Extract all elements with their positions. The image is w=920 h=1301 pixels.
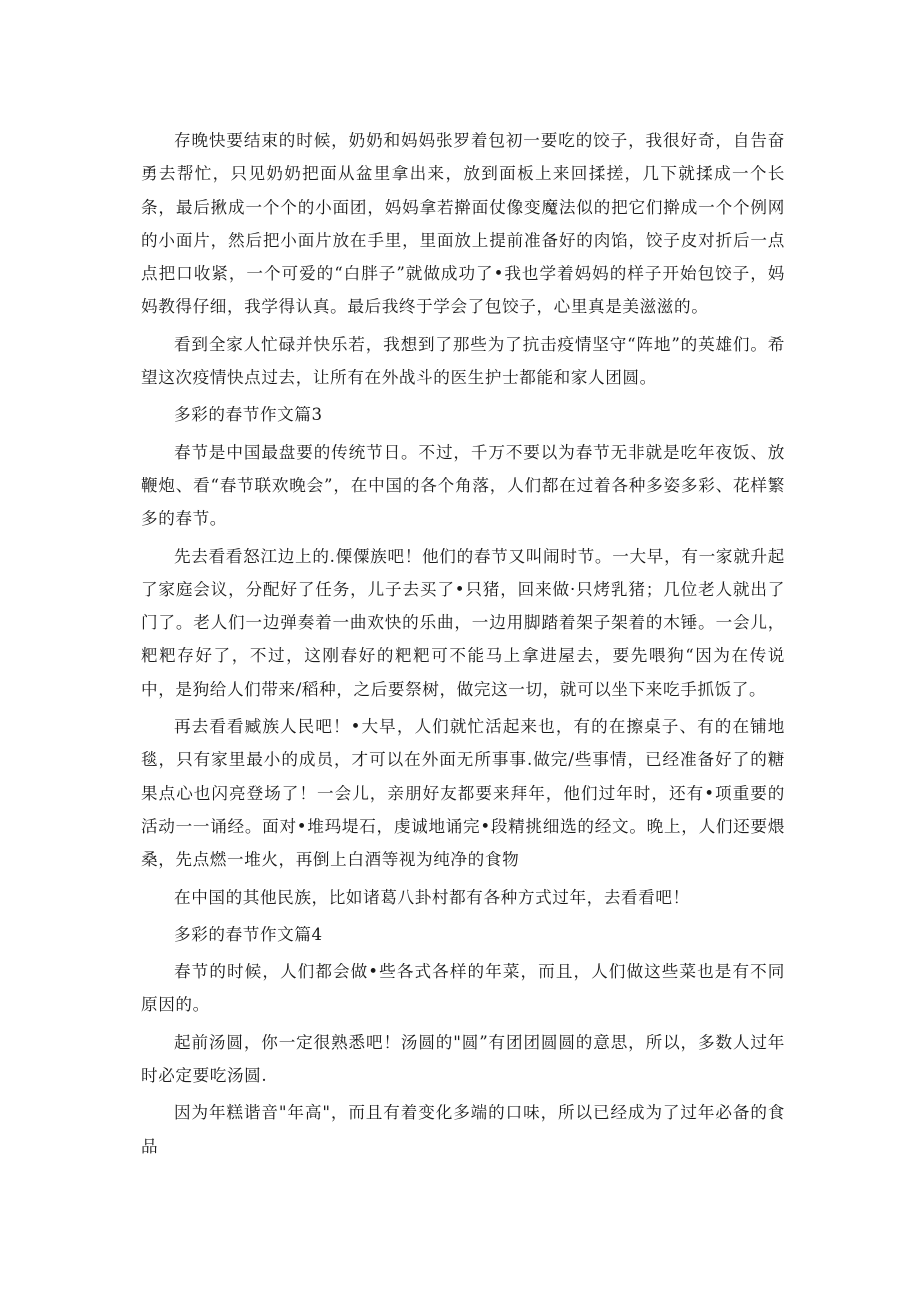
document-body bbox=[141, 124, 785, 1167]
paragraph-dumplings: 存晚快要结束的时候，奶奶和妈妈张罗着包初一要吃的饺子，我很好奇，自告奋勇去帮忙，只见奶奶把面从盆里拿出来，放到面板上来回揉搓，几下就揉成一个长条，最后揪成一个个的小面团，妈妈拿若擀面仗像变魔法似的把它们擀成一个个例网的小面片，然后把小面片放在手里，里面放上提前准备好的肉馅，饺子皮对折后一点点把口收紧，一个可爱的“白胖子”就做成功了•我也学着妈妈的样子开始包饺子，妈妈教得仔细，我学得认真。最后我终于学会了包饺子，心里真是美滋滋的。 bbox=[141, 131, 785, 317]
section-heading-4: 多彩的春节作文篇4 bbox=[174, 924, 323, 944]
paragraph-epidemic-heroes: 看到全家人忙碌并快乐若，我想到了那些为了抗击疫情坚守“阵地”的英雄们。希望这次疫情快点过去，让所有在外战斗的医生护士都能和家人团圆。 bbox=[141, 334, 785, 388]
section-heading-3: 多彩的春节作文篇3 bbox=[174, 405, 323, 425]
paragraph-new-year-dishes: 春节的时候，人们都会做•些各式各样的年菜，而且，人们做这些菜也是有不同原因的。 bbox=[141, 962, 785, 1015]
paragraph-spring-festival-intro: 春节是中国最盘要的传统节日。不过，千万不要以为春节无非就是吃年夜饭、放鞭炮、看“春节联欢晚会”，在中国的各个角落，人们都在过着各种多姿多彩、花样繁多的春节。 bbox=[141, 442, 785, 529]
paragraph-other-ethnic-groups: 在中国的其他民族，比如诸葛八卦村都有各种方式过年，去看看吧！ bbox=[174, 887, 690, 907]
paragraph-tangyuan: 起前汤圆，你一定很熟悉吧！汤圆的"圆”有团团圆圆的意思，所以，多数人过年时必定要吃汤圆. bbox=[141, 1032, 785, 1086]
paragraph-lisu-people: 先去看看怒江边上的.傈僳族吧！他们的春节又叫闹时节。一大早，有一家就升起了家庭会议，分配好了任务，儿子去买了•只猪，回来做·只烤乳猪；几位老人就出了门了。老人们一边弹奏着一曲欢快的乐曲，一边用脚踏着架子架着的木锤。一会儿，粑粑存好了，不过，这刚春好的粑粑可不能马上拿进屋去，要先喂狗“因为在传说中，是狗给人们带来/稻种，之后要祭树，做完这一切，就可以坐下来吃手抓饭了。 bbox=[141, 546, 785, 699]
paragraph-niangao: 因为年糕谐音"年高"，而且有着变化多端的口味，所以已经成为了过年必备的食品 bbox=[141, 1103, 785, 1156]
paragraph-tibetan-people: 再去看看臧族人民吧！•大早，人们就忙活起来也，有的在擦桌子、有的在铺地毯，只有家里最小的成员，才可以在外面无所事事.做完/些事情，已经准备好了的糖果点心也闪亮登场了！一会儿，亲朋好友都要来拜年，他们过年时，还有•项重要的活动一一诵经。面对•堆玛堤石，虔诚地诵完•段精挑细选的经文。晚上，人们还要煨桑，先点燃一堆火，再倒上白酒等视为纯净的食物 bbox=[141, 717, 785, 870]
